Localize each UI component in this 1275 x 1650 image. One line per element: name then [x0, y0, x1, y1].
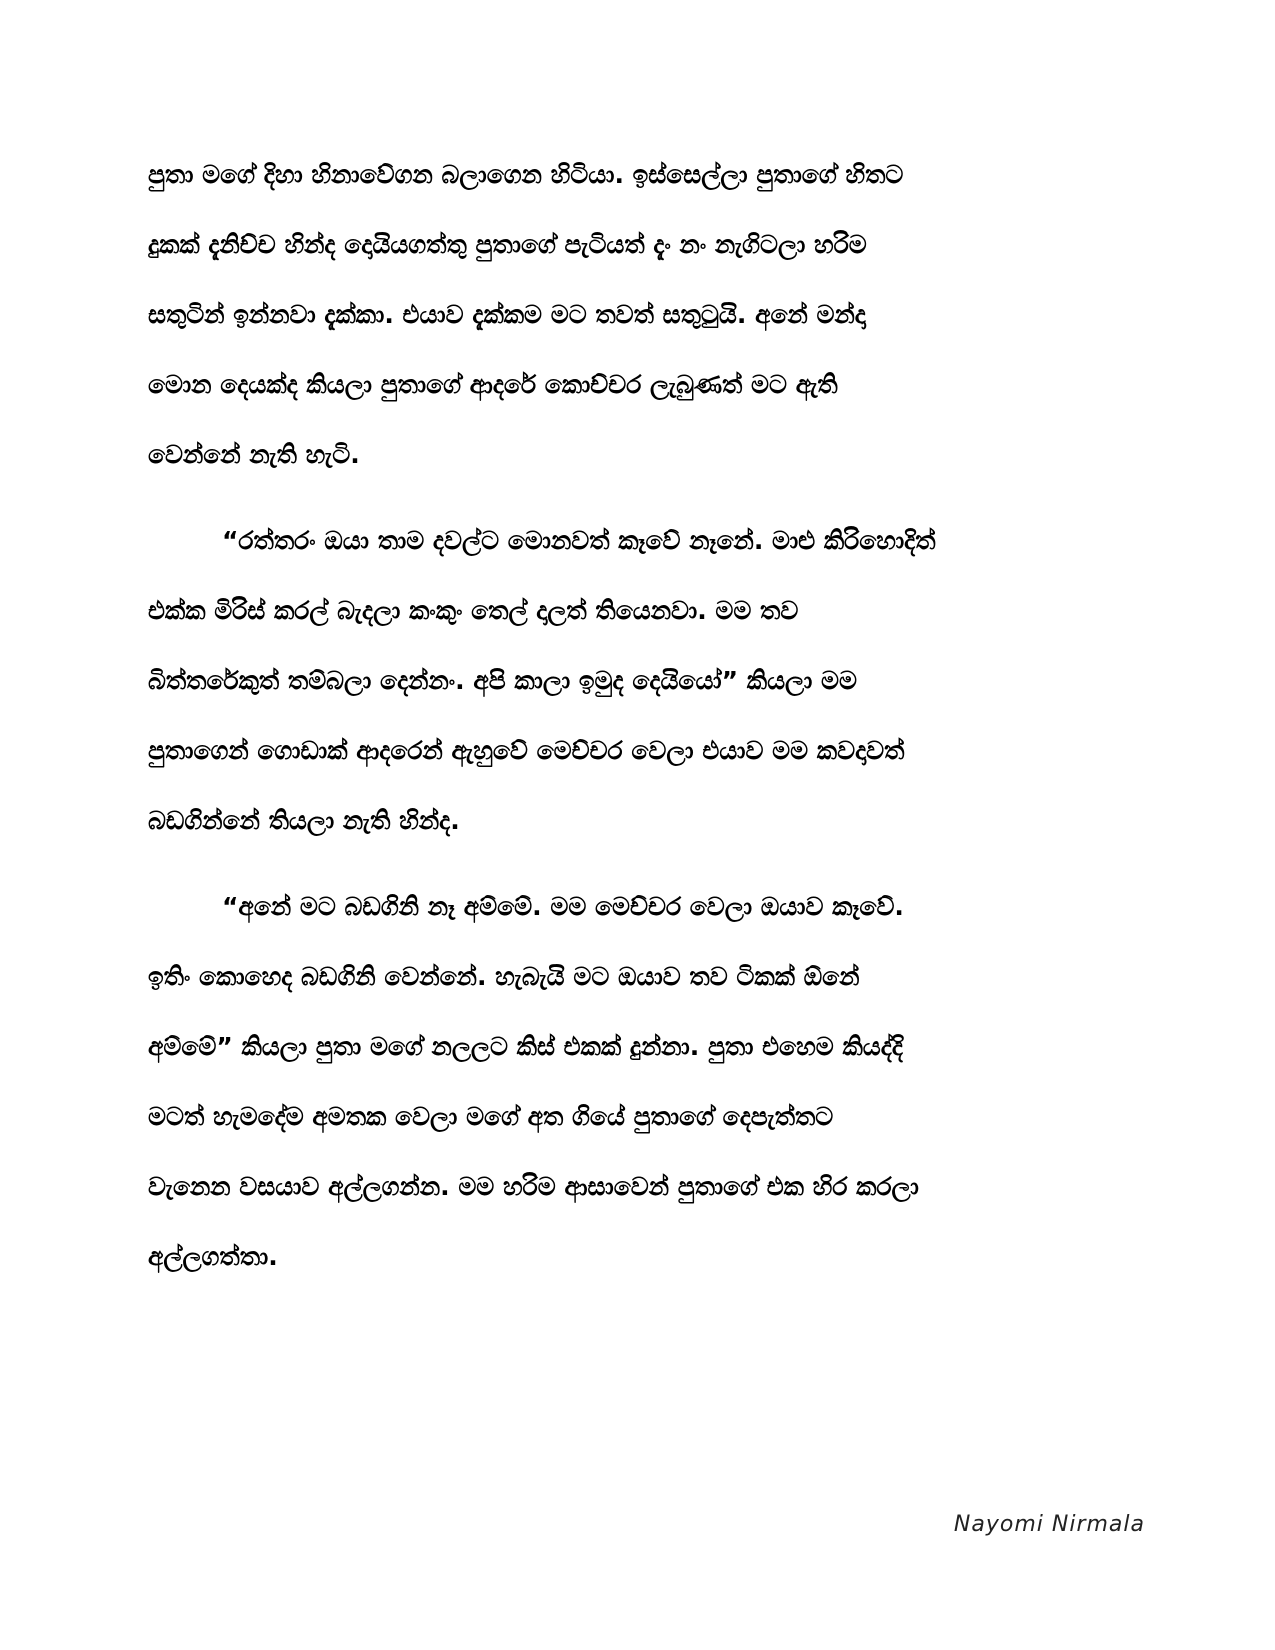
- paragraph-1: [148, 140, 1138, 490]
- text-line: පුතාගෙන් ගොඩාක් ආදරෙන් ඇහුවේ මෙච්චර වෙලා එයාව මම කවදාවත්: [148, 736, 905, 765]
- text-line: බඩගින්නේ තියලා නැති හින්ද.: [148, 806, 460, 835]
- text-line: ඉතිං කොහෙද බඩගිනි වෙන්නේ. හැබැයි මට ඔයාව තව ටිකක් ඕනේ: [148, 962, 860, 991]
- text-line: වැනෙන වසයාව අල්ලගන්න. මම හරිම ආසාවෙන් පුතාගේ එක හිර කරලා: [148, 1172, 919, 1201]
- text-line: බිත්තරේකුත් තම්බලා දෙන්නං. අපි කාලා ඉමුද දෙයියෝ” කියලා මම: [148, 666, 858, 695]
- body-text: [148, 140, 1138, 1308]
- text-line: අම්මේ” කියලා පුතා මගේ නලලට කිස් එකක් දුන්නා. පුතා එහෙම කියද්දි: [148, 1032, 903, 1061]
- text-line: අල්ලගත්තා.: [148, 1242, 278, 1271]
- text-line: මොන දෙයක්ද කියලා පුතාගේ ආදරේ කොච්චර ලැබුණත් මට ඇති: [148, 370, 838, 399]
- text-line: මටත් හැමදේම අමතක වෙලා මගේ අත ගියේ පුතාගේ දෙපැත්තට: [148, 1102, 834, 1131]
- text-line: වෙන්නේ නැති හැටි.: [148, 440, 360, 469]
- text-line: “අනේ මට බඩගිනි නෑ අම්මේ. මම මෙච්චර වෙලා ඔයාව කෑවේ.: [222, 892, 904, 921]
- author-signature: Nayomi Nirmala: [953, 1512, 1145, 1537]
- text-line: දුකක් දැනිච්ච හින්ද දොයියගත්තු පුතාගේ පැටියත් දැං නං නැගිටලා හරිම: [148, 230, 867, 259]
- text-line: එක්ක මිරිස් කරල් බැදලා කංකුං තෙල් දාලත් තියෙනවා. මම තව: [148, 596, 799, 625]
- paragraph-3: [148, 872, 1138, 1292]
- text-line: පුතා මගේ දිහා හිනාවේගන බලාගෙන හිටියා. ඉස්සෙල්ලා පුතාගේ හිතට: [148, 160, 904, 189]
- text-line: සතුටින් ඉන්නවා දැක්කා. එයාව දැක්කම මට තවත් සතුටුයි. අනේ මන්දා: [148, 300, 866, 329]
- paragraph-2: [148, 506, 1138, 856]
- text-line: “රත්තරං ඔයා තාම දවල්ට මොනවත් කෑවේ නෑනේ. මාළු කිරිහොදිත්: [222, 526, 936, 555]
